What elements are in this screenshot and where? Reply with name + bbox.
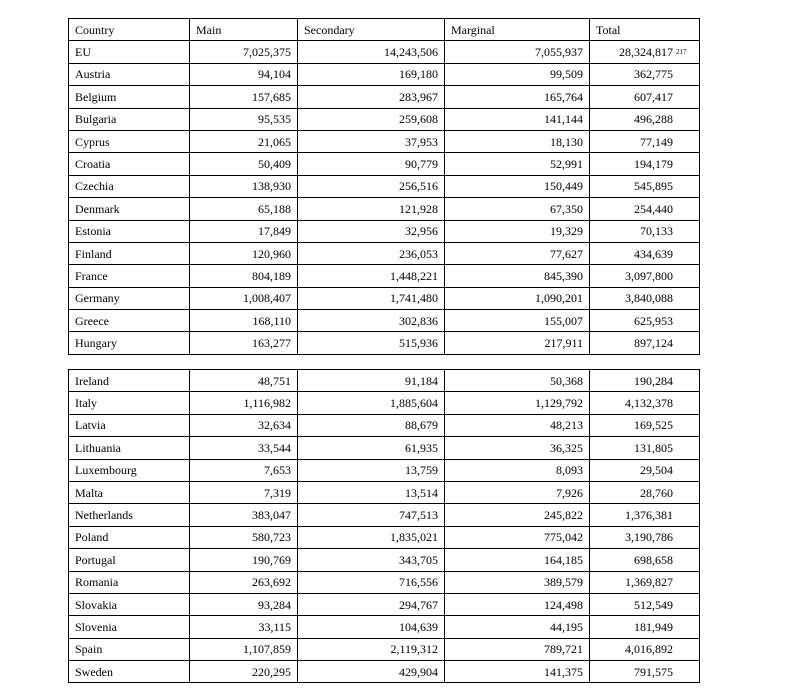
table-row: [69, 220, 700, 242]
table-row: [69, 198, 700, 220]
cell-country: Romania: [69, 571, 190, 593]
cell-main: 1,107,859: [190, 638, 298, 660]
cell-marginal: 18,130: [445, 130, 590, 152]
cell-secondary: 90,779: [298, 153, 445, 175]
cell-total: 181,949: [590, 616, 700, 638]
cell-main: 94,104: [190, 63, 298, 85]
cell-country: Lithuania: [69, 437, 190, 459]
cell-country: Germany: [69, 287, 190, 309]
cell-secondary: 13,514: [298, 481, 445, 503]
cell-secondary: 91,184: [298, 370, 445, 392]
cell-secondary: 256,516: [298, 175, 445, 197]
cell-country: Italy: [69, 392, 190, 414]
cell-marginal: 77,627: [445, 242, 590, 264]
header-main: Main: [190, 19, 298, 41]
cell-total: 254,440: [590, 198, 700, 220]
cell-secondary: 88,679: [298, 414, 445, 436]
cell-total: 791,575: [590, 661, 700, 683]
cell-secondary: 515,936: [298, 332, 445, 354]
cell-total: 77,149: [590, 130, 700, 152]
cell-total: 70,133: [590, 220, 700, 242]
cell-main: 33,544: [190, 437, 298, 459]
table-row: [69, 549, 700, 571]
header-total: Total: [590, 19, 700, 41]
cell-country: Croatia: [69, 153, 190, 175]
cell-total: 4,016,892: [590, 638, 700, 660]
cell-country: Finland: [69, 242, 190, 264]
cell-secondary: 343,705: [298, 549, 445, 571]
cell-country: Bulgaria: [69, 108, 190, 130]
cell-marginal: 155,007: [445, 310, 590, 332]
cell-total: 607,417: [590, 86, 700, 108]
cell-secondary: 2,119,312: [298, 638, 445, 660]
cell-secondary: 259,608: [298, 108, 445, 130]
cell-secondary: 1,741,480: [298, 287, 445, 309]
cell-marginal: 775,042: [445, 526, 590, 548]
table-row: [69, 414, 700, 436]
cell-main: 7,319: [190, 481, 298, 503]
table-row: [69, 392, 700, 414]
eu-main: 7,025,375: [190, 41, 298, 63]
header-marginal: Marginal: [445, 19, 590, 41]
cell-main: 220,295: [190, 661, 298, 683]
cell-secondary: 294,767: [298, 593, 445, 615]
data-table-part-1: [68, 18, 700, 355]
cell-total: 434,639: [590, 242, 700, 264]
footnote-marker: 217: [676, 48, 687, 57]
cell-country: Austria: [69, 63, 190, 85]
table-row: [69, 571, 700, 593]
cell-total: 131,805: [590, 437, 700, 459]
cell-main: 138,930: [190, 175, 298, 197]
cell-main: 190,769: [190, 549, 298, 571]
cell-main: 580,723: [190, 526, 298, 548]
cell-marginal: 8,093: [445, 459, 590, 481]
cell-marginal: 36,325: [445, 437, 590, 459]
cell-country: Hungary: [69, 332, 190, 354]
cell-main: 1,008,407: [190, 287, 298, 309]
cell-marginal: 141,144: [445, 108, 590, 130]
cell-marginal: 150,449: [445, 175, 590, 197]
cell-total: 545,895: [590, 175, 700, 197]
cell-total: 625,953: [590, 310, 700, 332]
table-row: [69, 661, 700, 683]
cell-marginal: 1,129,792: [445, 392, 590, 414]
cell-main: 95,535: [190, 108, 298, 130]
cell-country: Slovenia: [69, 616, 190, 638]
cell-secondary: 121,928: [298, 198, 445, 220]
cell-main: 33,115: [190, 616, 298, 638]
cell-secondary: 236,053: [298, 242, 445, 264]
cell-marginal: 99,509: [445, 63, 590, 85]
cell-country: Czechia: [69, 175, 190, 197]
cell-total: 897,124: [590, 332, 700, 354]
cell-secondary: 169,180: [298, 63, 445, 85]
cell-country: Slovakia: [69, 593, 190, 615]
table-row: [69, 526, 700, 548]
table-row: [69, 153, 700, 175]
cell-marginal: 44,195: [445, 616, 590, 638]
cell-main: 21,065: [190, 130, 298, 152]
header-country: Country: [69, 19, 190, 41]
table-row: [69, 310, 700, 332]
cell-main: 48,751: [190, 370, 298, 392]
cell-country: Malta: [69, 481, 190, 503]
cell-total: 1,369,827: [590, 571, 700, 593]
eu-marginal: 7,055,937: [445, 41, 590, 63]
eu-total-cell: [590, 41, 700, 63]
cell-secondary: 32,956: [298, 220, 445, 242]
cell-marginal: 845,390: [445, 265, 590, 287]
data-table-part-2: [68, 369, 700, 683]
cell-total: 3,840,088: [590, 287, 700, 309]
table-row: [69, 175, 700, 197]
cell-marginal: 141,375: [445, 661, 590, 683]
table-row: [69, 616, 700, 638]
eu-country: EU: [69, 41, 190, 63]
cell-total: 3,097,800: [590, 265, 700, 287]
table-row: [69, 638, 700, 660]
cell-country: Portugal: [69, 549, 190, 571]
cell-country: Greece: [69, 310, 190, 332]
cell-country: Poland: [69, 526, 190, 548]
cell-secondary: 104,639: [298, 616, 445, 638]
cell-total: 4,132,378: [590, 392, 700, 414]
table-row: [69, 504, 700, 526]
cell-main: 1,116,982: [190, 392, 298, 414]
cell-country: France: [69, 265, 190, 287]
cell-marginal: 67,350: [445, 198, 590, 220]
table-row: [69, 265, 700, 287]
cell-marginal: 165,764: [445, 86, 590, 108]
cell-country: Spain: [69, 638, 190, 660]
cell-main: 65,188: [190, 198, 298, 220]
cell-secondary: 61,935: [298, 437, 445, 459]
cell-total: 169,525: [590, 414, 700, 436]
cell-total: 496,288: [590, 108, 700, 130]
cell-marginal: 164,185: [445, 549, 590, 571]
cell-marginal: 19,329: [445, 220, 590, 242]
cell-main: 7,653: [190, 459, 298, 481]
eu-secondary: 14,243,506: [298, 41, 445, 63]
eu-total: 28,324,817: [619, 45, 673, 60]
cell-country: Netherlands: [69, 504, 190, 526]
cell-marginal: 124,498: [445, 593, 590, 615]
cell-main: 50,409: [190, 153, 298, 175]
cell-total: 29,504: [590, 459, 700, 481]
cell-country: Ireland: [69, 370, 190, 392]
table-row: [69, 593, 700, 615]
cell-main: 157,685: [190, 86, 298, 108]
cell-main: 120,960: [190, 242, 298, 264]
cell-total: 28,760: [590, 481, 700, 503]
cell-marginal: 789,721: [445, 638, 590, 660]
table-row: [69, 86, 700, 108]
cell-main: 383,047: [190, 504, 298, 526]
cell-secondary: 283,967: [298, 86, 445, 108]
cell-secondary: 1,835,021: [298, 526, 445, 548]
cell-country: Latvia: [69, 414, 190, 436]
header-secondary: Secondary: [298, 19, 445, 41]
cell-marginal: 245,822: [445, 504, 590, 526]
cell-secondary: 1,448,221: [298, 265, 445, 287]
table-row-eu: [69, 41, 700, 63]
cell-country: Denmark: [69, 198, 190, 220]
header-row: [69, 19, 700, 41]
cell-total: 512,549: [590, 593, 700, 615]
cell-total: 698,658: [590, 549, 700, 571]
cell-marginal: 50,368: [445, 370, 590, 392]
table-row: [69, 242, 700, 264]
cell-marginal: 389,579: [445, 571, 590, 593]
cell-marginal: 7,926: [445, 481, 590, 503]
cell-country: Belgium: [69, 86, 190, 108]
cell-country: Estonia: [69, 220, 190, 242]
cell-secondary: 747,513: [298, 504, 445, 526]
cell-total: 3,190,786: [590, 526, 700, 548]
table-row: [69, 459, 700, 481]
cell-secondary: 716,556: [298, 571, 445, 593]
cell-secondary: 302,836: [298, 310, 445, 332]
table-row: [69, 481, 700, 503]
cell-marginal: 48,213: [445, 414, 590, 436]
table-row: [69, 332, 700, 354]
table-row: [69, 287, 700, 309]
cell-marginal: 52,991: [445, 153, 590, 175]
cell-secondary: 13,759: [298, 459, 445, 481]
cell-main: 804,189: [190, 265, 298, 287]
table-row: [69, 108, 700, 130]
cell-country: Sweden: [69, 661, 190, 683]
cell-main: 17,849: [190, 220, 298, 242]
cell-total: 194,179: [590, 153, 700, 175]
cell-marginal: 1,090,201: [445, 287, 590, 309]
cell-total: 190,284: [590, 370, 700, 392]
cell-main: 32,634: [190, 414, 298, 436]
cell-total: 1,376,381: [590, 504, 700, 526]
cell-marginal: 217,911: [445, 332, 590, 354]
cell-secondary: 1,885,604: [298, 392, 445, 414]
cell-country: Luxembourg: [69, 459, 190, 481]
table-row: [69, 370, 700, 392]
cell-main: 93,284: [190, 593, 298, 615]
cell-main: 263,692: [190, 571, 298, 593]
cell-country: Cyprus: [69, 130, 190, 152]
cell-secondary: 37,953: [298, 130, 445, 152]
table-row: [69, 437, 700, 459]
cell-main: 168,110: [190, 310, 298, 332]
cell-secondary: 429,904: [298, 661, 445, 683]
cell-main: 163,277: [190, 332, 298, 354]
table-row: [69, 63, 700, 85]
cell-total: 362,775: [590, 63, 700, 85]
table-row: [69, 130, 700, 152]
